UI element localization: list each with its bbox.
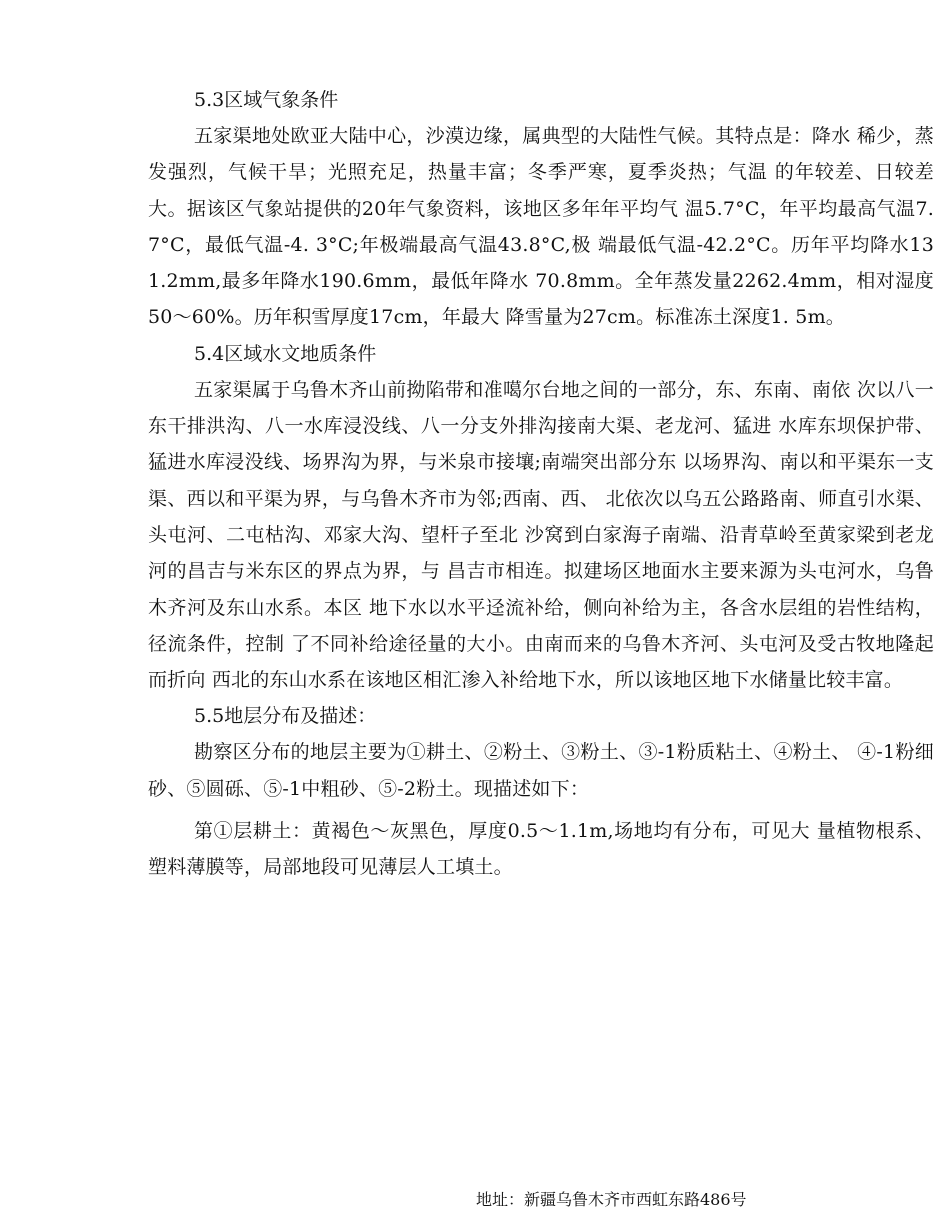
paragraph-hydrogeology: 五家渠属于乌鲁木齐山前拗陷带和准噶尔台地之间的一部分，东、东南、南依 次以八一东干排洪沟、八一水库浸没线、八一分支外排沟接南大渠、老龙河、猛进 水库东坝保护带、猛进水库浸没线、场界沟为界，与米泉市接壤;南端突出部分东 以场界沟、南以和平渠东一支渠、西以和平渠为界，与乌鲁木齐市为邻;西南、西、 北依次以乌五公路路南、师直引水渠、头屯河、二屯枯沟、邓家大沟、望杆子至北 沙窝到白家海子南端、沿青草岭至黄家梁到老龙河的昌吉与米东区的界点为界，与 昌吉市相连。拟建场区地面水主要来源为头屯河水，乌鲁木齐河及东山水系。本区 地下水以水平迳流补给，侧向补给为主，各含水层组的岩性结构，径流条件，控制 了不同补给途径量的大小。由南而来的乌鲁木齐河、头屯河及受古牧地隆起而折向 西北的东山水系在该地区相汇渗入补给地下水，所以该地区地下水储量比较丰富。 xyxy=(148,378,934,692)
section-heading-5-3: 5.3区域气象条件 xyxy=(194,89,339,111)
paragraph-strata-overview: 勘察区分布的地层主要为①耕土、②粉土、③粉土、③-1粉质粘土、④粉土、 ④-1粉细砂、⑤圆砾、⑤-1中粗砂、⑤-2粉土。现描述如下： xyxy=(148,741,934,800)
footer-address: 地址：新疆乌鲁木齐市西虹东路486号 xyxy=(476,1190,747,1209)
paragraph-climate: 五家渠地处欧亚大陆中心，沙漠边缘，属典型的大陆性气候。其特点是：降水 稀少，蒸发强烈，气候干旱；光照充足，热量丰富；冬季严寒，夏季炎热；气温 的年较差、日较差大。据该区气象站提供的20年气象资料，该地区多年年平均气 温5.7°C，年平均最高气温7.7°C，最低气温-4. 3°C;年极端最高气温43.8°C,极 端最低气温-42.2°C。历年平均降水131.2mm,最多年降水190.6mm，最低年降水 70.8mm。全年蒸发量2262.4mm，相对湿度50〜60%。历年积雪厚度17cm，年最大 降雪量为27cm。标准冻土深度1. 5m。 xyxy=(148,125,934,329)
section-heading-5-4: 5.4区域水文地质条件 xyxy=(194,342,377,365)
section-heading-5-5: 5.5地层分布及描述： xyxy=(194,705,377,728)
document-body xyxy=(148,82,934,886)
paragraph-layer-1: 第①层耕土：黄褐色〜灰黑色，厚度0.5〜1.1m,场地均有分布，可见大 量植物根系、塑料薄膜等，局部地段可见薄层人工填土。 xyxy=(148,820,934,879)
